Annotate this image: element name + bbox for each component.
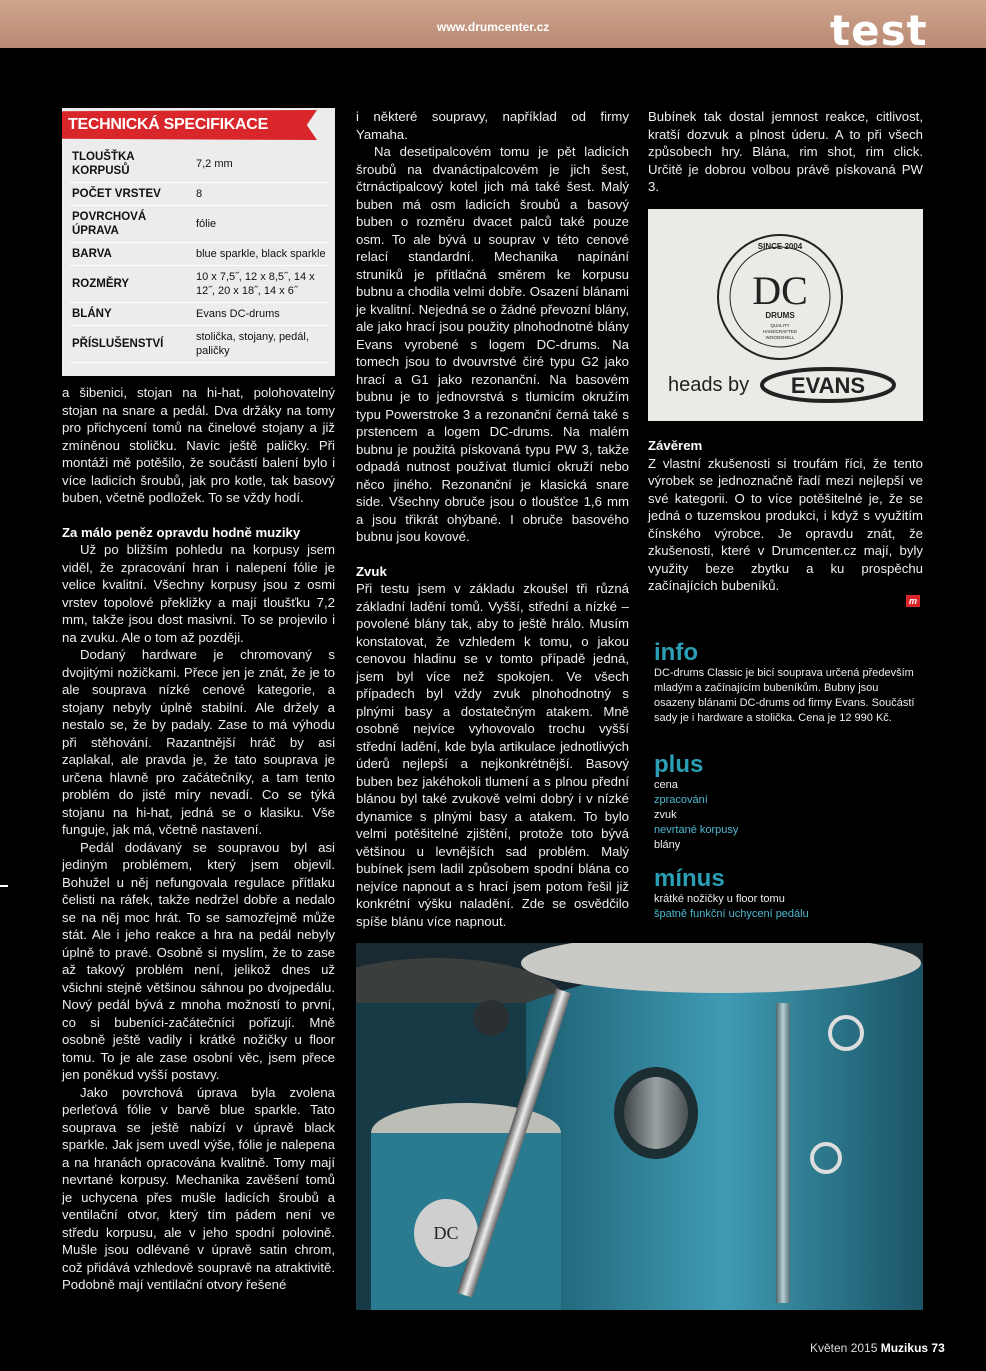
list-item: nevrtané korpusy xyxy=(654,824,739,836)
drum-kit-illustration xyxy=(356,943,923,1310)
table-row xyxy=(70,183,328,206)
page-number: 73 xyxy=(931,1341,945,1355)
spec-key: POČET VRSTEV xyxy=(70,183,194,206)
paragraph: Z vlastní zkušenosti si troufám říci, že tento výrobek se jednoznačně řadí mezi nejlepší ve své kategorii. O to více potěšitelné je, že se jedná o tuzemskou produkci, i když s využitím čínského výrobce. Je opravdu znát, že zkušenosti, které v Drumcenter.cz mají, byly využity beze zbytku a ku prospěchu začínajících bubeníků. xyxy=(648,455,923,593)
spec-value: 10 x 7,5˝, 12 x 8,5˝, 14 x 12˝, 20 x 18˝, 14 x 6˝ xyxy=(194,266,328,303)
logo-evans: EVANS xyxy=(790,373,866,398)
logo-since: SINCE 2004 xyxy=(757,242,803,251)
plus-title: plus xyxy=(654,751,704,778)
paragraph: Při testu jsem v základu zkoušel tři různá základní ladění tomů. Vyšší, střední a nízké – povolené blány tak, aby to ještě hrálo. Musím konstatovat, že vzhledem k tomu, o jakou cenovou hladinu se v tomto případě jedná, jsem byl více než spokojen. Ve všech případech byl vždy zvuk plnohodnotný s plnými basy a dostatečným atakem. Mně osobně nejvíce vyhovovalo trochu vyšší střední ladění, kde byla artikulace jednotlivých úderů nejlepší a nejkonkrétnější. Basový buben bez jakéhokoli tlumení a s plnou přední blánou byl také zvukově velmi dobrý i v nízké dynamice s plnými basy a atakem. To bylo velmi potěšitelné zjištění, protože toto bývá většinou u levnějších sad problém. Malý bubínek jsem ladil způsobem spodní blána co nejvíce napnout a s hrací jsem potom řešil již konkrétní výšku naladění. Zde se osvědčilo spíše blánu více napnout. xyxy=(356,581,629,929)
spec-value: blue sparkle, black sparkle xyxy=(194,243,328,266)
dc-evans-logo-image xyxy=(648,209,923,421)
list-item: cena xyxy=(654,779,678,791)
paragraph: Bubínek tak dostal jemnost reakce, citlivost, kratší dozvuk a plnost úderu. A to při všech způsobech hry. Blána, rim shot, rim click. Určitě je dobrou volbou právě pískovaná PW 3. xyxy=(648,109,923,194)
subheading: Zvuk xyxy=(356,563,387,579)
paragraph: Na desetipalcovém tomu je pět ladicích šroubů na dvanáctipalcovém je jich šest, čtrnáctipalcový kotel jich má také šest. Malý buben má osm ladicích šroubů a basový buben o rozměru dvacet palců také pouze osm. To ale bývá u souprav v této cenové relací standardní. Mechanika napínání struníků je přítlačná směrem ke korpusu bubnu a chodila velmi dobře. Osazení blánami je kvalitní. Nejedná se o žádné převozní blány, ale jako hrací jsou použity plnohodnotné blány Evans vyrobené s logem DC-drums. Na tomech jsou to dvouvrstvé čiré typu G2 jako hrací a G1 jako rezonanční. Na basovém bubnu je to jednovrstvá s tlumicím okružím typu Powerstroke 3 a rezonanční černá také s prstencem a logem DC-drums. Na malém bubnu je použitá pískovaná typu PW 3, takže odpadá nutnost používat tlumicí okruží nebo něco jiného. Rezonanční je klasická snare side. Všechny obruče jsou o tloušťce 1,6 mm a jsou třikrát ohýbané. I obruče basového bubnu jsou kovové. xyxy=(356,144,629,544)
header-url[interactable]: www.drumcenter.cz xyxy=(437,20,550,34)
list-item: zpracování xyxy=(654,794,708,806)
column-2 xyxy=(356,108,629,930)
muzikus-end-badge: m xyxy=(906,595,920,607)
paragraph: Dodaný hardware je chromovaný s dvojitými nožičkami. Přece jen je znát, že je to ale souprava nízké cenové kategorie, a stojany nebyly úplně stabilní. Ale držely a nestalo se, že by padaly. Zase to má výhodu při stěhování. Razantnější hráč by asi zaplakal, ale pravda je, že tato souprava je určena hlavně pro začátečníky, a tam tento problém do jisté míry nevadí. Co se týká stojanu na hi-hat, jedná se o klasiku. Vše funguje, jak má, včetně nastavení. xyxy=(62,647,335,837)
table-row xyxy=(70,206,328,243)
column-3-conclusion xyxy=(648,437,923,595)
logo-handcrafted: HANDCRAFTED xyxy=(762,329,798,334)
spec-key: PŘÍSLUŠENSTVÍ xyxy=(70,326,194,363)
minus-box xyxy=(654,866,919,922)
spec-title: TECHNICKÁ SPECIFIKACE xyxy=(68,116,268,133)
spec-value: stolička, stojany, pedál, paličky xyxy=(194,326,328,363)
info-text: DC-drums Classic je bicí souprava určená především mladým a začínajícím bubeníkům. Bubny jsou osazeny blánami DC-drums od firmy Evans. Součástí sady je i hardware a stolička. Cena je 12 990 Kč. xyxy=(654,667,915,724)
table-row xyxy=(70,326,328,363)
spec-table xyxy=(70,146,328,363)
table-row xyxy=(70,303,328,326)
spec-value: 8 xyxy=(194,183,328,206)
page-footer xyxy=(810,1341,945,1355)
column-1 xyxy=(62,384,335,1294)
logo-heads-by: heads by xyxy=(668,374,750,396)
photo-badge-text: DC xyxy=(433,1223,459,1243)
dc-logo-icon xyxy=(648,209,923,421)
paragraph: Pedál dodávaný se soupravou byl asi jediným problémem, který jsem objevil. Bohužel u něj nefungovala regulace přítlaku čelisti na ráfek, takže nedržel dobře a nedalo se na něj moc hrát. To se samozřejmě může stát. Ale i jeho reakce a hra na pedál nebyly úplně to pravé. Osobně si myslím, že to zase až takový problém není, jelikož dnes už všichni stejně většinou sáhnou po dvojpedálu. Nový pedál bývá z mnoha možností to první, co si bubeníci-začátečníci pořizují. Mně osobně ještě vadily i krátké nožičky u floor tomu. To je ale zase osobní věc, jsem přece jen poněkud vyšší postavy. xyxy=(62,839,335,1082)
paragraph: i některé soupravy, například od firmy Yamaha. xyxy=(356,109,629,142)
spec-key: TLOUŠŤKA KORPUSŮ xyxy=(70,146,194,183)
footer-magazine: Muzikus xyxy=(880,1341,929,1355)
list-item: zvuk xyxy=(654,809,677,821)
logo-drums: DRUMS xyxy=(765,311,795,320)
spec-key: ROZMĚRY xyxy=(70,266,194,303)
list-item: krátké nožičky u floor tomu xyxy=(654,893,785,905)
logo-woodshell: WOODSHELL xyxy=(765,335,795,340)
list-item: špatně funkční uchycení pedálu xyxy=(654,908,809,920)
subheading: Závěrem xyxy=(648,438,703,453)
paragraph: a šibenici, stojan na hi-hat, polohovatelný stojan na snare a pedál. Dva držáky na tomy pro přichycení tomů na činelové stojany a již zmíněnou stoličku. Navíc ještě paličky. Při montáži mě potěšilo, že součástí balení bylo i více ladicích šroubů, jak pro kotle, tak basový buben, včetně podložek. To se vždy hodí. xyxy=(62,385,335,505)
page-edge-mark xyxy=(0,885,8,887)
section-title: test xyxy=(830,6,928,55)
logo-dc: DC xyxy=(752,268,808,313)
header-bar xyxy=(0,0,986,55)
paragraph: Jako povrchová úprava byla zvolena perleťová fólie v barvě blue sparkle. Tato souprava se ještě nabízí v úpravě black sparkle. Jak jsem uvedl výše, fólie je nalepena a na hranách opracována kvalitně. Tomy mají nevrtané korpusy. Mechanika zavěšení tomů je uchycena přes mušle ladicích šroubů a ventilační otvor, který tím pádem není ve středu korpusu, ale v jeho spodní polovině. Mušle jsou odlévané v úpravě satin chrom, což přidává vzhledově soupravě na atraktivitě. Podobně mají ventilační otvory řešené xyxy=(62,1084,335,1292)
spec-value: fólie xyxy=(194,206,328,243)
spec-value: Evans DC-drums xyxy=(194,303,328,326)
drum-kit-photo xyxy=(356,943,923,1310)
paragraph: Už po bližším pohledu na korpusy jsem viděl, že zpracování hran i nalepení fólie je velice kvalitní. Všechny korpusy jsou z osmi vrstev topolové překližky a mají tloušťku 7,2 mm, takže jsou dost masivní. To se projevilo i na zvuku. Ale o tom až později. xyxy=(62,542,335,645)
column-3-top xyxy=(648,108,923,196)
minus-title: mínus xyxy=(654,865,725,892)
plus-box xyxy=(654,752,919,853)
spec-key: BLÁNY xyxy=(70,303,194,326)
spec-key: POVRCHOVÁ ÚPRAVA xyxy=(70,206,194,243)
table-row xyxy=(70,266,328,303)
list-item: blány xyxy=(654,839,681,851)
spec-key: BARVA xyxy=(70,243,194,266)
info-box xyxy=(654,640,919,726)
logo-quality: QUALITY xyxy=(770,323,790,328)
info-title: info xyxy=(654,639,698,666)
spec-value: 7,2 mm xyxy=(194,146,328,183)
subheading: Za málo peněz opravdu hodně muziky xyxy=(62,524,301,540)
table-row xyxy=(70,146,328,183)
spec-header xyxy=(62,108,335,142)
footer-date: Květen 2015 xyxy=(810,1341,878,1355)
spec-box xyxy=(62,108,335,376)
table-row xyxy=(70,243,328,266)
